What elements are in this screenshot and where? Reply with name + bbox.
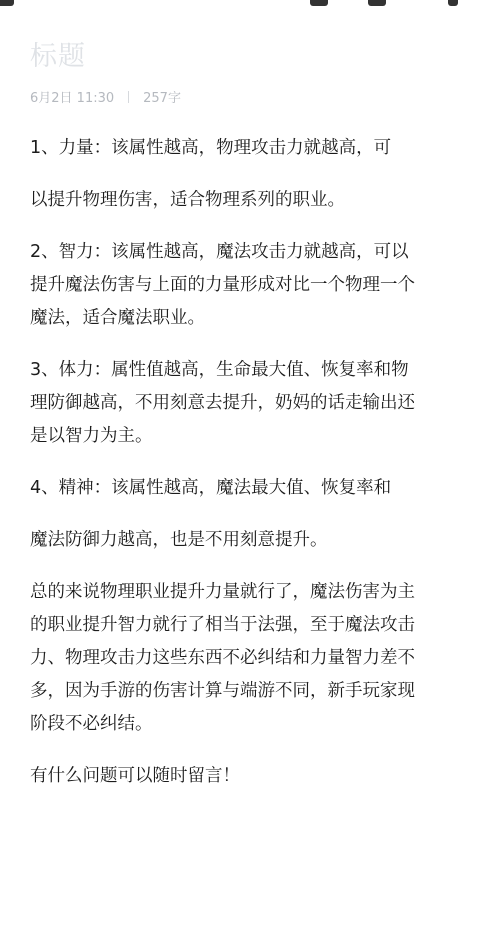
note-line: 有什么问题可以随时留言！ xyxy=(30,766,240,786)
redo-icon[interactable] xyxy=(368,0,386,6)
note-line: 魔法，适合魔法职业。 xyxy=(30,308,205,328)
note-title[interactable]: 标题 xyxy=(30,41,86,72)
note-paragraph xyxy=(30,354,470,453)
note-line: 提升魔法伤害与上面的力量形成对比一个物理一个 xyxy=(30,275,415,295)
note-line: 2、智力：该属性越高，魔法攻击力就越高，可以 xyxy=(30,242,409,262)
note-paragraph xyxy=(30,472,470,505)
note-line: 4、精神：该属性越高，魔法最大值、恢复率和 xyxy=(30,478,392,498)
note-line: 魔法防御力越高，也是不用刻意提升。 xyxy=(30,530,328,550)
note-paragraph xyxy=(30,760,470,793)
note-line: 总的来说物理职业提升力量就行了，魔法伤害为主 xyxy=(30,582,415,602)
note-paragraph xyxy=(30,184,470,217)
note-body[interactable] xyxy=(30,132,470,793)
note-date: 6月2日 11:30 xyxy=(30,91,115,106)
note-paragraph xyxy=(30,524,470,557)
meta-divider xyxy=(128,91,129,103)
note-line: 的职业提升智力就行了相当于法强，至于魔法攻击 xyxy=(30,615,415,635)
note-line: 1、力量：该属性越高，物理攻击力就越高，可 xyxy=(30,138,392,158)
note-paragraph xyxy=(30,132,470,165)
note-line: 3、体力：属性值越高，生命最大值、恢复率和物 xyxy=(30,360,409,380)
note-line: 理防御越高，不用刻意去提升，奶妈的话走输出还 xyxy=(30,393,415,413)
more-icon[interactable] xyxy=(448,0,458,6)
note-line: 阶段不必纠结。 xyxy=(30,714,153,734)
word-count: 257字 xyxy=(143,91,181,106)
note-paragraph xyxy=(30,576,470,741)
back-icon[interactable] xyxy=(0,0,14,6)
note-paragraph xyxy=(30,236,470,335)
top-toolbar xyxy=(0,0,500,12)
note-line: 力、物理攻击力这些东西不必纠结和力量智力差不 xyxy=(30,648,415,668)
note-line: 以提升物理伤害，适合物理系列的职业。 xyxy=(30,190,345,210)
undo-icon[interactable] xyxy=(310,0,328,6)
note-line: 是以智力为主。 xyxy=(30,426,153,446)
note-meta xyxy=(30,87,181,106)
note-line: 多，因为手游的伤害计算与端游不同，新手玩家现 xyxy=(30,681,415,701)
